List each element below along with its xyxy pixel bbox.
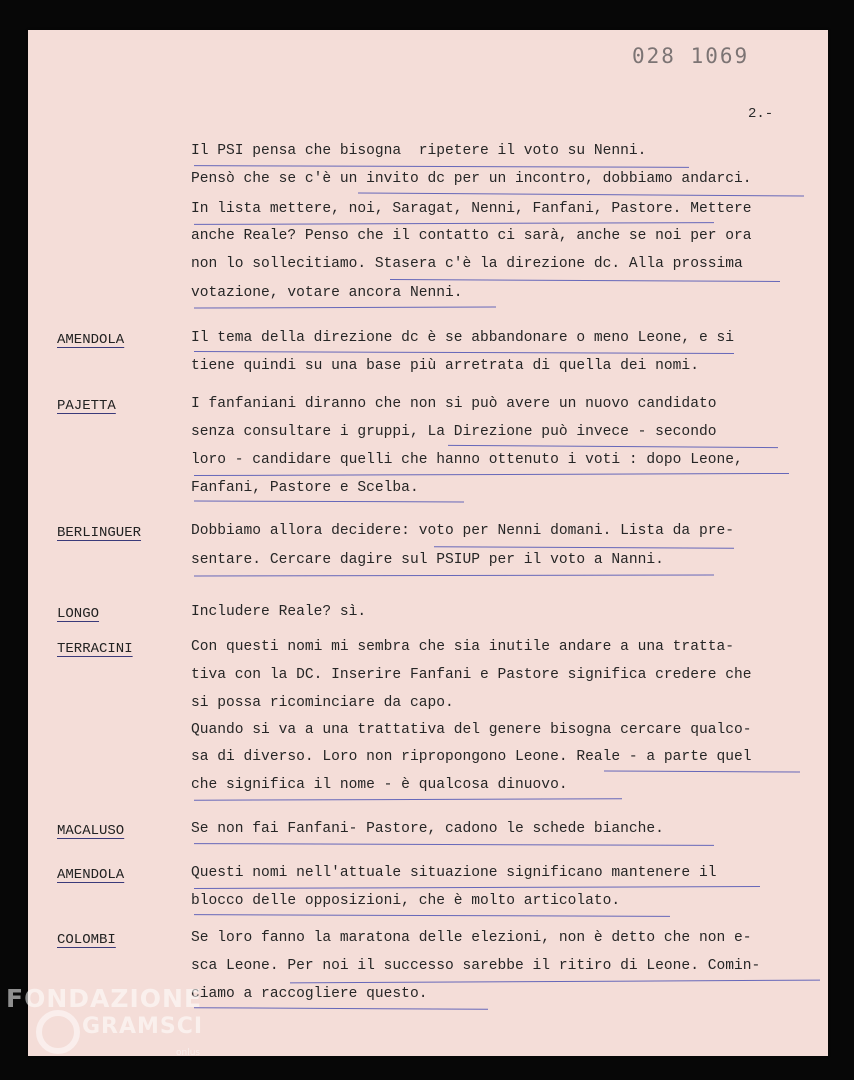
ink-underline [194,886,760,889]
text-line: senza consultare i gruppi, La Direzione può invece - secondo [191,424,717,440]
text-line: tiva con la DC. Inserire Fanfani e Pastore significa credere che [191,667,752,683]
ink-underline [194,473,789,476]
text-line: Dobbiamo allora decidere: voto per Nenni domani. Lista da pre- [191,523,734,539]
ink-underline [194,501,464,503]
text-line: Se loro fanno la maratona delle elezioni, non è detto che non e- [191,930,752,946]
text-line: blocco delle opposizioni, che è molto articolato. [191,893,621,909]
text-line: non lo sollecitiamo. Stasera c'è la direzione dc. Alla prossima [191,256,743,272]
text-line: sentare. Cercare dagire sul PSIUP per il voto a Nanni. [191,552,664,568]
text-line: Quando si va a una trattativa del genere bisogna cercare qualco- [191,722,752,738]
speaker-name: AMENDOLA [57,332,125,348]
text-line: Il tema della direzione dc è se abbandonare o meno Leone, e si [191,330,734,346]
speaker-name: LONGO [57,606,100,622]
text-line: Questi nomi nell'attuale situazione significano mantenere il [191,865,717,881]
text-line: Fanfani, Pastore e Scelba. [191,480,419,496]
text-line: Se non fai Fanfani- Pastore, cadono le schede bianche. [191,821,664,837]
text-line: sa di diverso. Loro non ripropongono Leone. Reale - a parte quel [191,749,752,765]
speaker-name: TERRACINI [57,641,133,657]
text-line: Pensò che se c'è un invito dc per un incontro, dobbiamo andarci. [191,171,752,187]
page-number: 2.- [748,106,774,122]
watermark-text: GRAMSCI [82,1014,204,1039]
speaker-name: PAJETTA [57,398,116,414]
text-line: che significa il nome - è qualcosa dinuovo. [191,777,568,793]
text-line: ciamo a raccogliere questo. [191,986,428,1002]
text-line: votazione, votare ancora Nenni. [191,285,463,301]
speaker-name: MACALUSO [57,823,125,839]
faded-stamp [538,50,658,1030]
text-line: Con questi nomi mi sembra che sia inutile andare a una tratta- [191,639,734,655]
text-line: In lista mettere, noi, Saragat, Nenni, Fanfani, Pastore. Mettere [191,201,752,217]
watermark-text: onlus [176,1048,201,1058]
speaker-name: BERLINGUER [57,525,142,541]
watermark-text: FONDAZIONE [6,984,203,1013]
text-line: Il PSI pensa che bisogna ripetere il voto su Nenni. [191,143,647,159]
archive-number: 028 1069 [632,44,750,68]
text-line: tiene quindi su una base più arretrata di quella dei nomi. [191,358,699,374]
text-line: sca Leone. Per noi il successo sarebbe il ritiro di Leone. Comin- [191,958,761,974]
text-line: anche Reale? Penso che il contatto ci sarà, anche se noi per ora [191,228,752,244]
ink-underline [194,1007,488,1010]
speaker-name: AMENDOLA [57,867,125,883]
text-line: loro - candidare quelli che hanno ottenuto i voti : dopo Leone, [191,452,743,468]
text-line: I fanfaniani diranno che non si può avere un nuovo candidato [191,396,717,412]
speaker-name: COLOMBI [57,932,116,948]
ink-underline [194,306,496,308]
text-line: si possa ricominciare da capo. [191,695,454,711]
document-page [28,30,828,1056]
text-line: Includere Reale? sì. [191,604,367,620]
